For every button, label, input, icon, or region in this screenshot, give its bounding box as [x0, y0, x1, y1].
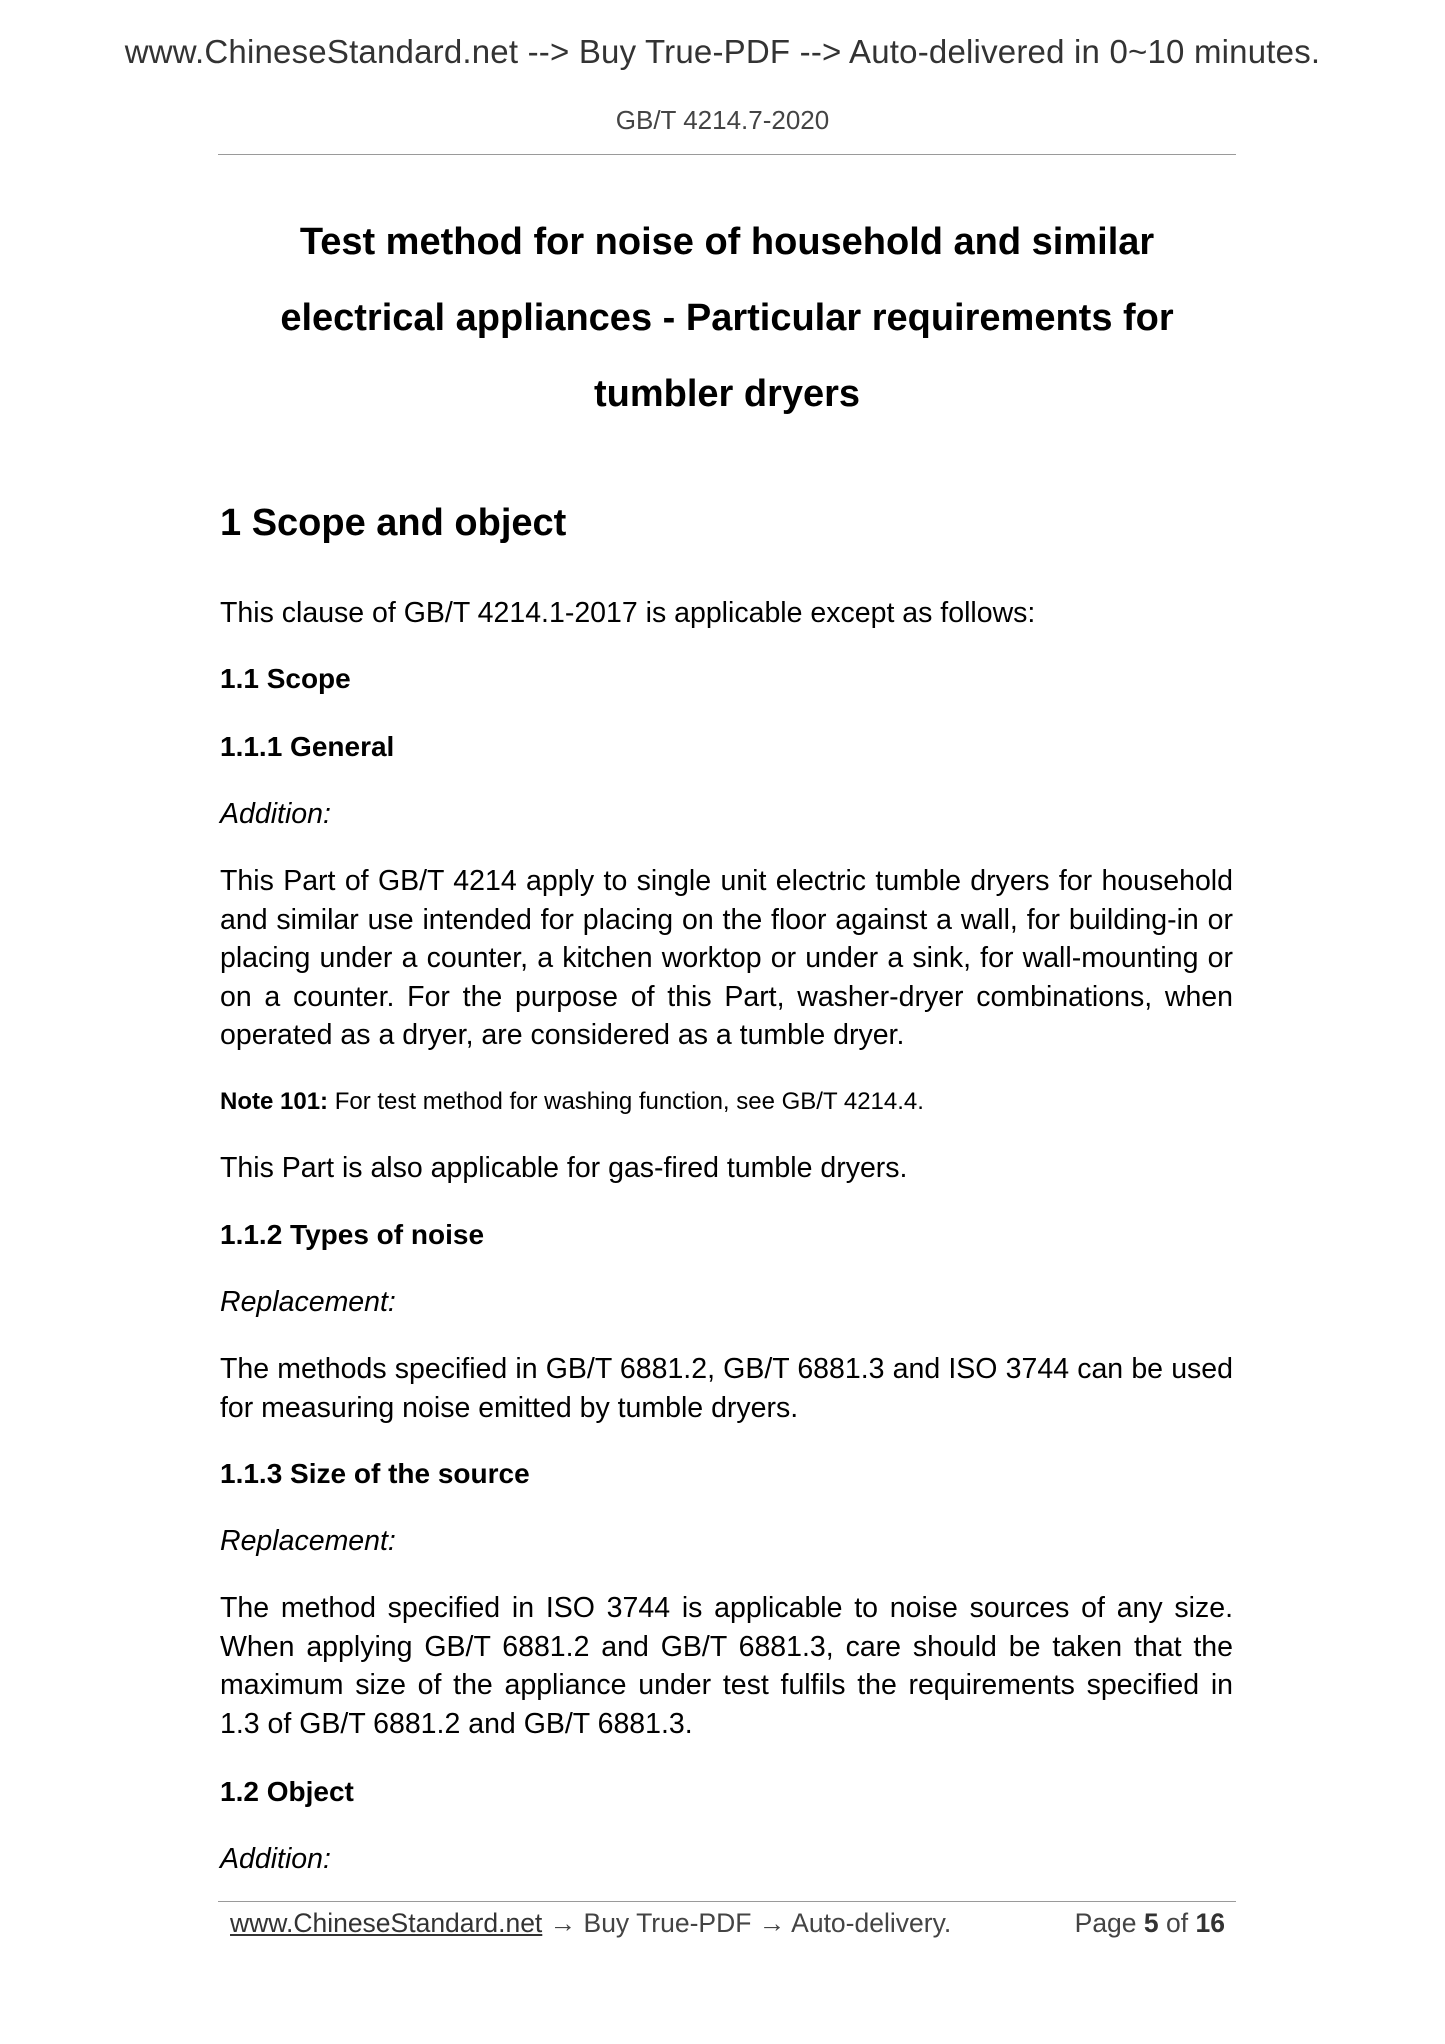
document-title: [218, 204, 1236, 432]
subsection-heading-scope: 1.1 Scope: [220, 663, 351, 694]
footer-tagline: → Buy True-PDF → Auto-delivery.: [542, 1908, 952, 1938]
footer-site-link[interactable]: www.ChineseStandard.net: [230, 1908, 543, 1938]
top-banner[interactable]: www.ChineseStandard.net --> Buy True-PDF --> Auto-delivered in 0~10 minutes.: [124, 33, 1321, 70]
page-footer: [230, 1908, 1225, 1939]
subsection-heading-object: 1.2 Object: [220, 1776, 354, 1807]
subsection-heading-types-of-noise: 1.1.2 Types of noise: [220, 1219, 485, 1250]
title-line-1: Test method for noise of household and similar: [299, 221, 1155, 263]
replacement-label-size: Replacement:: [220, 1525, 396, 1557]
subsection-heading-general: 1.1.1 General: [220, 731, 395, 762]
note-101: [220, 1088, 924, 1116]
footer-divider: [218, 1901, 1236, 1902]
addition-label-object: Addition:: [220, 1843, 331, 1875]
page-word: Page: [1074, 1908, 1137, 1938]
page-number: 5: [1143, 1908, 1159, 1938]
of-word: of: [1166, 1908, 1189, 1938]
general-paragraph: This Part of GB/T 4214 apply to single unit electric tumble dryers for household and similar use intended for placing on the floor against a wall, for building-in or placing under a counter, a kitchen worktop or under a sink, for wall-mounting or on a counter. For the purpose of this Part, washer-dryer combinations, when operated as a dryer, are considered as a tumble dryer.: [220, 865, 1233, 1051]
page-indicator: [1075, 1908, 1225, 1939]
note-label: Note 101:: [220, 1088, 329, 1115]
gas-fired-paragraph: This Part is also applicable for gas-fired tumble dryers.: [220, 1152, 908, 1184]
standard-code: GB/T 4214.7-2020: [615, 105, 830, 135]
size-of-source-paragraph: The method specified in ISO 3744 is applicable to noise sources of any size. When applying GB/T 6881.2 and GB/T 6881.3, care should be taken that the maximum size of the appliance under test fulfils the requirements specified in 1.3 of GB/T 6881.2 and GB/T 6881.3.: [220, 1592, 1233, 1740]
title-line-2: electrical appliances - Particular requirements for: [280, 297, 1174, 339]
replacement-label-types: Replacement:: [220, 1286, 396, 1318]
section-intro: This clause of GB/T 4214.1-2017 is applicable except as follows:: [220, 597, 1036, 629]
page-total: 16: [1195, 1908, 1225, 1938]
addition-label: Addition:: [220, 798, 331, 830]
subsection-heading-size-of-source: 1.1.3 Size of the source: [220, 1458, 530, 1489]
types-of-noise-paragraph: The methods specified in GB/T 6881.2, GB/T 6881.3 and ISO 3744 can be used for measuring noise emitted by tumble dryers.: [220, 1353, 1233, 1424]
section-heading-scope-object: 1 Scope and object: [220, 502, 567, 544]
header-divider: [218, 154, 1236, 155]
note-text: For test method for washing function, see GB/T 4214.4.: [328, 1088, 924, 1115]
title-line-3: tumbler dryers: [593, 373, 861, 415]
